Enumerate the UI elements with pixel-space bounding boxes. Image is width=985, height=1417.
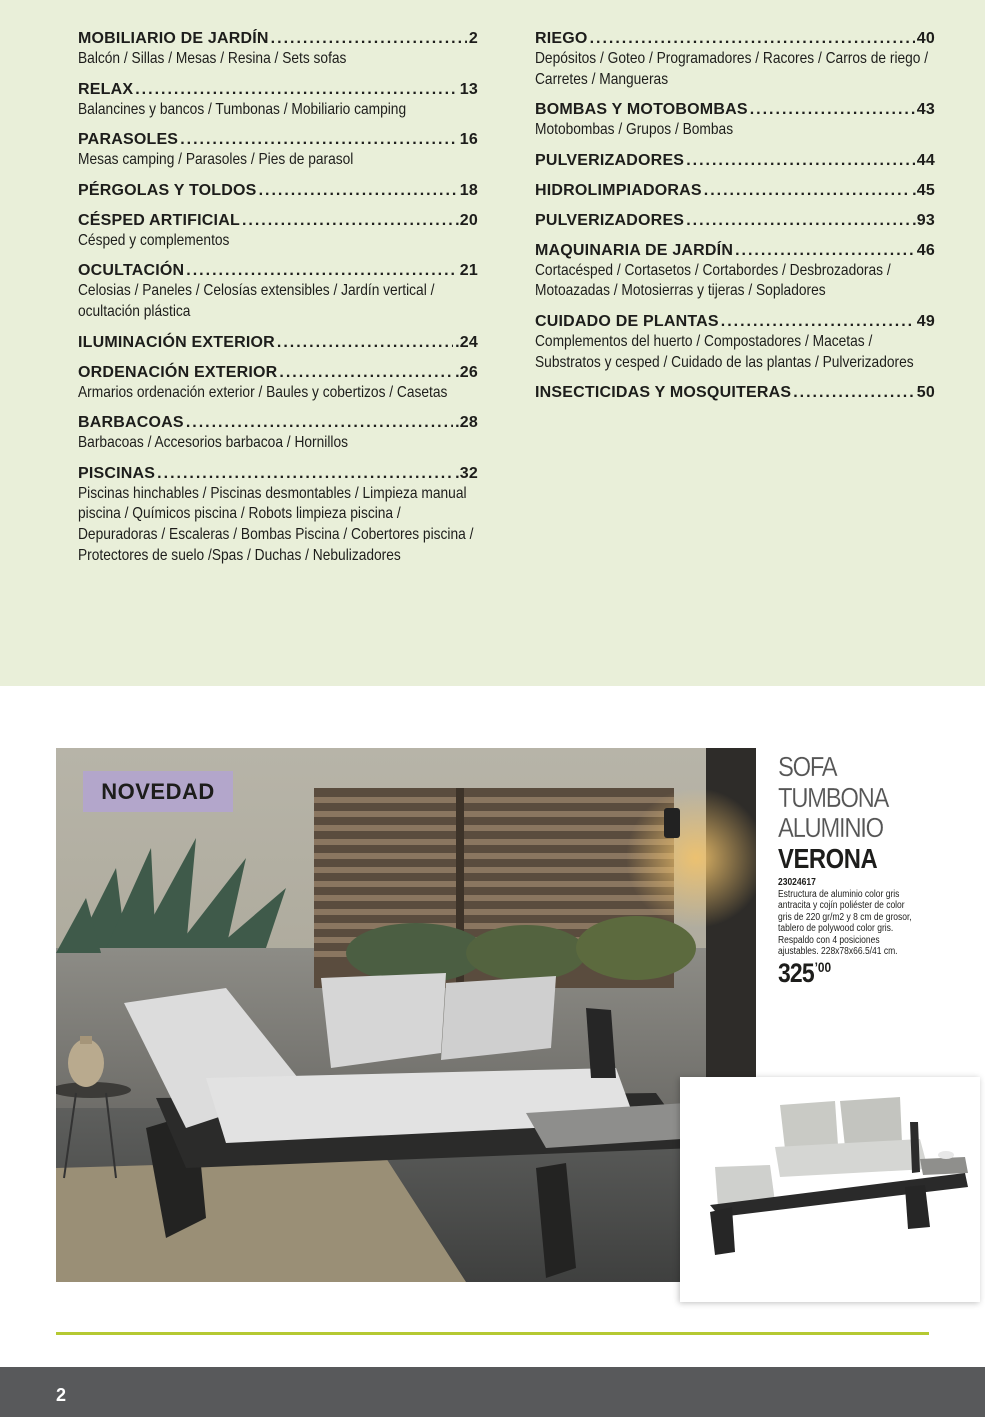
toc-leader-dots <box>271 28 467 49</box>
toc-entry <box>78 332 478 353</box>
toc-section-title: PARASOLES <box>78 131 179 149</box>
toc-section-title: PULVERIZADORES <box>535 151 685 169</box>
toc-column-right <box>535 28 935 412</box>
price-integer: 325 <box>778 958 814 989</box>
toc-leader-dots <box>135 79 458 100</box>
toc-entry <box>535 99 935 141</box>
toc-entry <box>535 240 935 302</box>
toc-section-title: OCULTACIÓN <box>78 262 185 280</box>
toc-page-number: 50 <box>916 384 935 402</box>
toc-heading <box>78 362 478 383</box>
product-reference: 23024617 <box>778 877 816 888</box>
toc-section-title: MOBILIARIO DE JARDÍN <box>78 30 269 47</box>
toc-page-number: .26 <box>455 363 478 381</box>
toc-heading <box>78 412 478 433</box>
toc-leader-dots <box>793 382 915 403</box>
product-info <box>778 752 938 987</box>
toc-page-number: 44 <box>916 151 935 169</box>
toc-entry <box>78 79 478 121</box>
toc-subcategories: Balcón / Sillas / Mesas / Resina / Sets sofas <box>78 50 347 67</box>
toc-heading <box>535 210 935 231</box>
toc-leader-dots <box>180 129 458 150</box>
toc-entry <box>78 28 478 70</box>
toc-heading <box>78 180 478 201</box>
toc-subcategories: Complementos del huerto / Compostadores / Macetas / Substratos y cesped / Cuidado de las plantas / Pulverizadores <box>535 332 914 371</box>
toc-page-number: 49 <box>916 312 935 330</box>
toc-entry <box>78 362 478 404</box>
toc-section-title: PISCINAS <box>78 464 156 482</box>
toc-leader-dots <box>186 260 458 281</box>
toc-page-number: .28 <box>455 414 478 432</box>
product-name-bold: VERONA <box>778 842 878 874</box>
toc-section-title: RIEGO <box>535 30 588 47</box>
toc-entry <box>78 412 478 454</box>
toc-heading <box>535 180 935 201</box>
toc-page-number: .45 <box>912 181 935 199</box>
toc-page-number: .20 <box>455 211 478 229</box>
toc-leader-dots <box>242 210 453 231</box>
toc-heading <box>78 260 478 281</box>
toc-heading <box>78 79 478 100</box>
toc-entry <box>535 28 935 90</box>
toc-heading <box>535 240 935 261</box>
toc-section-title: PÉRGOLAS Y TOLDOS <box>78 181 257 199</box>
toc-subcategories: Piscinas hinchables / Piscinas desmontables / Limpieza manual piscina / Químicos piscina / Robots limpieza piscina / Depuradoras / Escaleras / Bombas Piscina / Cobertores piscina / Protectores de suelo /Spas / Duchas / Nebulizadores <box>78 484 474 564</box>
toc-leader-dots <box>750 99 915 120</box>
toc-heading <box>78 210 478 231</box>
toc-heading <box>78 129 478 150</box>
toc-section-title: RELAX <box>78 80 134 98</box>
toc-leader-dots <box>279 362 453 383</box>
toc-page-number: .32 <box>455 464 478 482</box>
toc-page-number: 46 <box>916 241 935 259</box>
toc-section-title: MAQUINARIA DE JARDÍN <box>535 241 734 259</box>
toc-page-number: 18 <box>459 181 478 199</box>
toc-subcategories: Celosias / Paneles / Celosías extensibles / Jardín vertical / ocultación plástica <box>78 282 435 320</box>
toc-section-title: CÉSPED ARTIFICIAL <box>78 211 240 229</box>
price-decimals: ’00 <box>814 959 832 976</box>
toc-leader-dots <box>590 28 915 49</box>
toc-leader-dots <box>721 311 915 332</box>
toc-heading <box>535 28 935 49</box>
terrace-scene-illustration <box>56 748 756 1282</box>
product-name-line-1: SOFA <box>778 751 837 782</box>
novedad-badge: NOVEDAD <box>83 771 233 812</box>
toc-leader-dots <box>704 180 910 201</box>
toc-section-title: ORDENACIÓN EXTERIOR <box>78 363 278 381</box>
toc-heading <box>78 28 478 49</box>
toc-heading <box>535 382 935 403</box>
sofa-cutout-illustration <box>680 1077 980 1302</box>
toc-leader-dots <box>259 180 458 201</box>
toc-leader-dots <box>686 150 915 171</box>
toc-leader-dots <box>277 332 453 353</box>
toc-subcategories: Motobombas / Grupos / Bombas <box>535 121 734 139</box>
table-of-contents <box>0 0 985 686</box>
toc-subcategories: Césped y complementos <box>78 231 230 249</box>
toc-section-title: BOMBAS Y MOTOBOMBAS <box>535 101 748 119</box>
toc-page-number: 2 <box>468 30 478 47</box>
toc-heading <box>535 150 935 171</box>
toc-entry <box>78 210 478 252</box>
toc-subcategories: Cortacésped / Cortasetos / Cortabordes / Desbrozadoras / Motoazadas / Motosierras y tijeras / Sopladores <box>535 261 891 300</box>
product-photo <box>56 748 756 1282</box>
product-price <box>778 959 914 987</box>
toc-entry <box>535 150 935 171</box>
toc-page-number: 43 <box>916 101 935 119</box>
toc-page-number: .93 <box>912 211 935 229</box>
toc-section-title: PULVERIZADORES <box>535 211 685 229</box>
page-number: 2 <box>56 1385 67 1405</box>
toc-page-number: .24 <box>455 333 478 351</box>
toc-entry <box>535 210 935 231</box>
toc-page-number: 13 <box>459 80 478 98</box>
toc-subcategories: Depósitos / Goteo / Programadores / Racores / Carros de riego / Carretes / Mangueras <box>535 50 929 88</box>
product-description: Estructura de aluminio color gris antracita y cojín poliéster de color gris de 220 gr/m2 y 8 cm de grosor, tablero de polywood color gris. Respaldo con 4 posiciones ajustables. 228x78x66.5/41 cm. <box>778 889 912 958</box>
toc-section-title: HIDROLIMPIADORAS <box>535 181 702 199</box>
toc-heading <box>535 311 935 332</box>
toc-leader-dots <box>186 412 453 433</box>
toc-column-left <box>78 28 478 575</box>
toc-subcategories: Mesas camping / Parasoles / Pies de parasol <box>78 151 354 169</box>
toc-leader-dots <box>157 463 453 484</box>
toc-subcategories: Armarios ordenación exterior / Baules y cobertizos / Casetas <box>78 383 448 401</box>
toc-subcategories: Barbacoas / Accesorios barbacoa / Hornillos <box>78 434 348 452</box>
product-name-line-3: ALUMINIO <box>778 812 883 843</box>
product-thumbnail <box>680 1077 980 1302</box>
toc-section-title: ILUMINACIÓN EXTERIOR <box>78 333 275 351</box>
wall-lamp <box>664 808 680 838</box>
toc-page-number: 21 <box>459 262 478 280</box>
toc-entry <box>535 311 935 373</box>
toc-entry <box>78 260 478 322</box>
toc-entry <box>78 463 478 566</box>
toc-heading <box>535 99 935 120</box>
toc-leader-dots <box>686 210 910 231</box>
toc-heading <box>78 332 478 353</box>
toc-subcategories: Balancines y bancos / Tumbonas / Mobiliario camping <box>78 100 407 118</box>
toc-section-title: BARBACOAS <box>78 414 184 432</box>
toc-entry <box>78 180 478 201</box>
toc-page-number: 40 <box>916 30 935 47</box>
product-name-line-2: TUMBONA <box>778 781 889 813</box>
footer-bar <box>0 1367 985 1417</box>
toc-entry <box>535 180 935 201</box>
toc-section-title: CUIDADO DE PLANTAS <box>535 312 719 330</box>
footer-accent-rule <box>56 1332 929 1335</box>
toc-leader-dots <box>735 240 915 261</box>
toc-section-title: INSECTICIDAS Y MOSQUITERAS <box>535 384 792 402</box>
toc-entry <box>535 382 935 403</box>
toc-heading <box>78 463 478 484</box>
toc-page-number: 16 <box>459 131 478 149</box>
toc-entry <box>78 129 478 171</box>
